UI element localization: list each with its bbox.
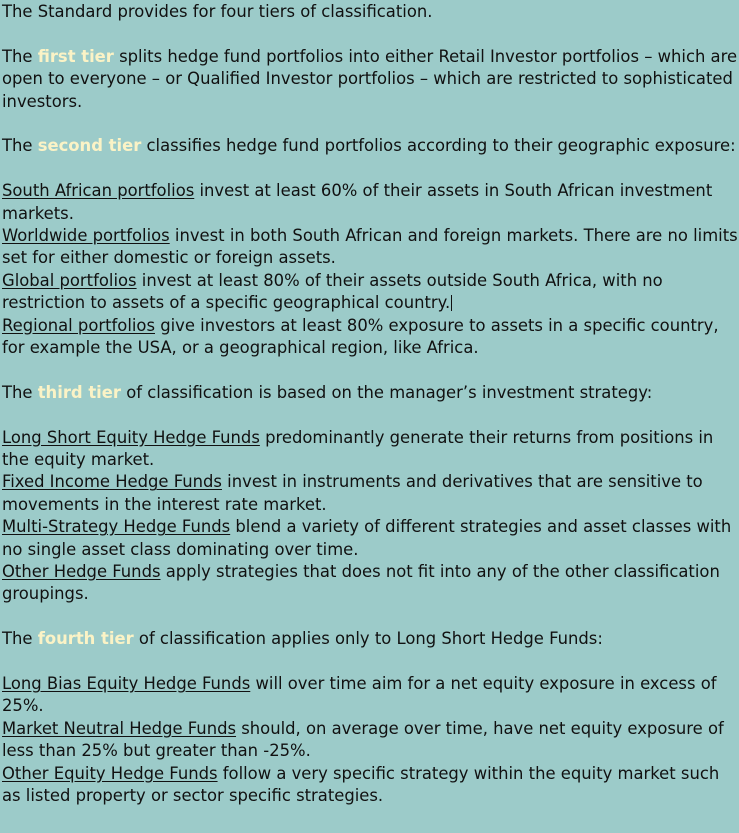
classification-desc: apply strategies that does not fit into any of the other classification groupings. — [2, 562, 720, 604]
tier-4-highlight: fourth tier — [37, 629, 134, 649]
tier-3-text: of classification is based on the manager’s investment strategy: — [121, 382, 653, 402]
tier-1-highlight: first tier — [37, 46, 114, 66]
classification-term[interactable]: Fixed Income Hedge Funds — [2, 472, 222, 492]
classification-item — [2, 561, 739, 606]
classification-term[interactable]: Worldwide portfolios — [2, 226, 170, 246]
classification-desc: invest in both South African and foreign markets. There are no limits set for either domestic or foreign assets. — [2, 226, 738, 268]
classification-term[interactable]: Other Equity Hedge Funds — [2, 763, 218, 783]
tier-2-text: classifies hedge fund portfolios according to their geographic exposure: — [141, 136, 736, 156]
tier-1-text: splits hedge fund portfolios into either Retail Investor portfolios – which are open to everyone – or Qualified Investor portfolios – which are restricted to sophisticated investors. — [2, 46, 738, 111]
classification-item — [2, 225, 739, 270]
classification-desc: blend a variety of different strategies and asset classes with no single asset class dominating over time. — [2, 517, 732, 559]
classification-item — [2, 673, 739, 718]
classification-item — [2, 516, 739, 561]
classification-item — [2, 270, 739, 315]
tier-3-prefix: The — [2, 382, 38, 402]
classification-term[interactable]: Multi-Strategy Hedge Funds — [2, 517, 231, 537]
classification-desc: will over time aim for a net equity exposure in excess of 25%. — [2, 674, 717, 716]
classification-term[interactable]: Market Neutral Hedge Funds — [2, 718, 237, 738]
classification-term[interactable]: South African portfolios — [2, 181, 195, 201]
classification-term[interactable]: Other Hedge Funds — [2, 562, 161, 582]
classification-item — [2, 718, 739, 763]
tier-4-prefix: The — [2, 629, 38, 649]
classification-desc: give investors at least 80% exposure to assets in a specific country, for example the USA, or a geographical region, like Africa. — [2, 315, 719, 358]
tier-1-prefix: The — [2, 46, 38, 66]
classification-desc: should, on average over time, have net equity exposure of less than 25% but greater than -25%. — [2, 718, 724, 761]
tier-3-paragraph — [2, 382, 739, 404]
classification-item — [2, 180, 739, 225]
spacer — [2, 651, 739, 673]
classification-term[interactable]: Global portfolios — [2, 270, 137, 290]
spacer — [2, 23, 739, 45]
tier-4-text: of classification applies only to Long Short Hedge Funds: — [133, 629, 603, 649]
classification-desc: predominantly generate their returns from positions in the equity market. — [2, 427, 714, 470]
spacer — [2, 158, 739, 180]
tier-3-highlight: third tier — [37, 382, 122, 402]
classification-desc: follow a very specific strategy within the equity market such as listed property or sector specific strategies. — [2, 763, 720, 806]
classification-item — [2, 427, 739, 472]
tier-2-paragraph — [2, 135, 739, 157]
tier-2-prefix: The — [2, 136, 38, 156]
tier-1-paragraph — [2, 46, 739, 113]
classification-term[interactable]: Long Short Equity Hedge Funds — [2, 427, 260, 447]
text-cursor — [451, 295, 452, 311]
classification-desc: invest at least 60% of their assets in South African investment markets. — [2, 181, 713, 223]
intro-paragraph: The Standard provides for four tiers of classification. — [2, 2, 433, 21]
classification-term[interactable]: Long Bias Equity Hedge Funds — [2, 674, 251, 694]
classification-item — [2, 471, 739, 516]
tier-2-highlight: second tier — [37, 136, 142, 156]
spacer — [2, 359, 739, 381]
classification-desc: invest at least 80% of their assets outside South Africa, with no restriction to assets of a specific geographical country. — [2, 270, 663, 313]
tier-4-paragraph — [2, 628, 739, 650]
spacer — [2, 113, 739, 135]
classification-item — [2, 763, 739, 808]
spacer — [2, 404, 739, 426]
classification-item — [2, 315, 739, 360]
spacer — [2, 606, 739, 628]
classification-desc: invest in instruments and derivatives that are sensitive to movements in the interest rate market. — [2, 472, 703, 514]
classification-term[interactable]: Regional portfolios — [2, 315, 155, 335]
